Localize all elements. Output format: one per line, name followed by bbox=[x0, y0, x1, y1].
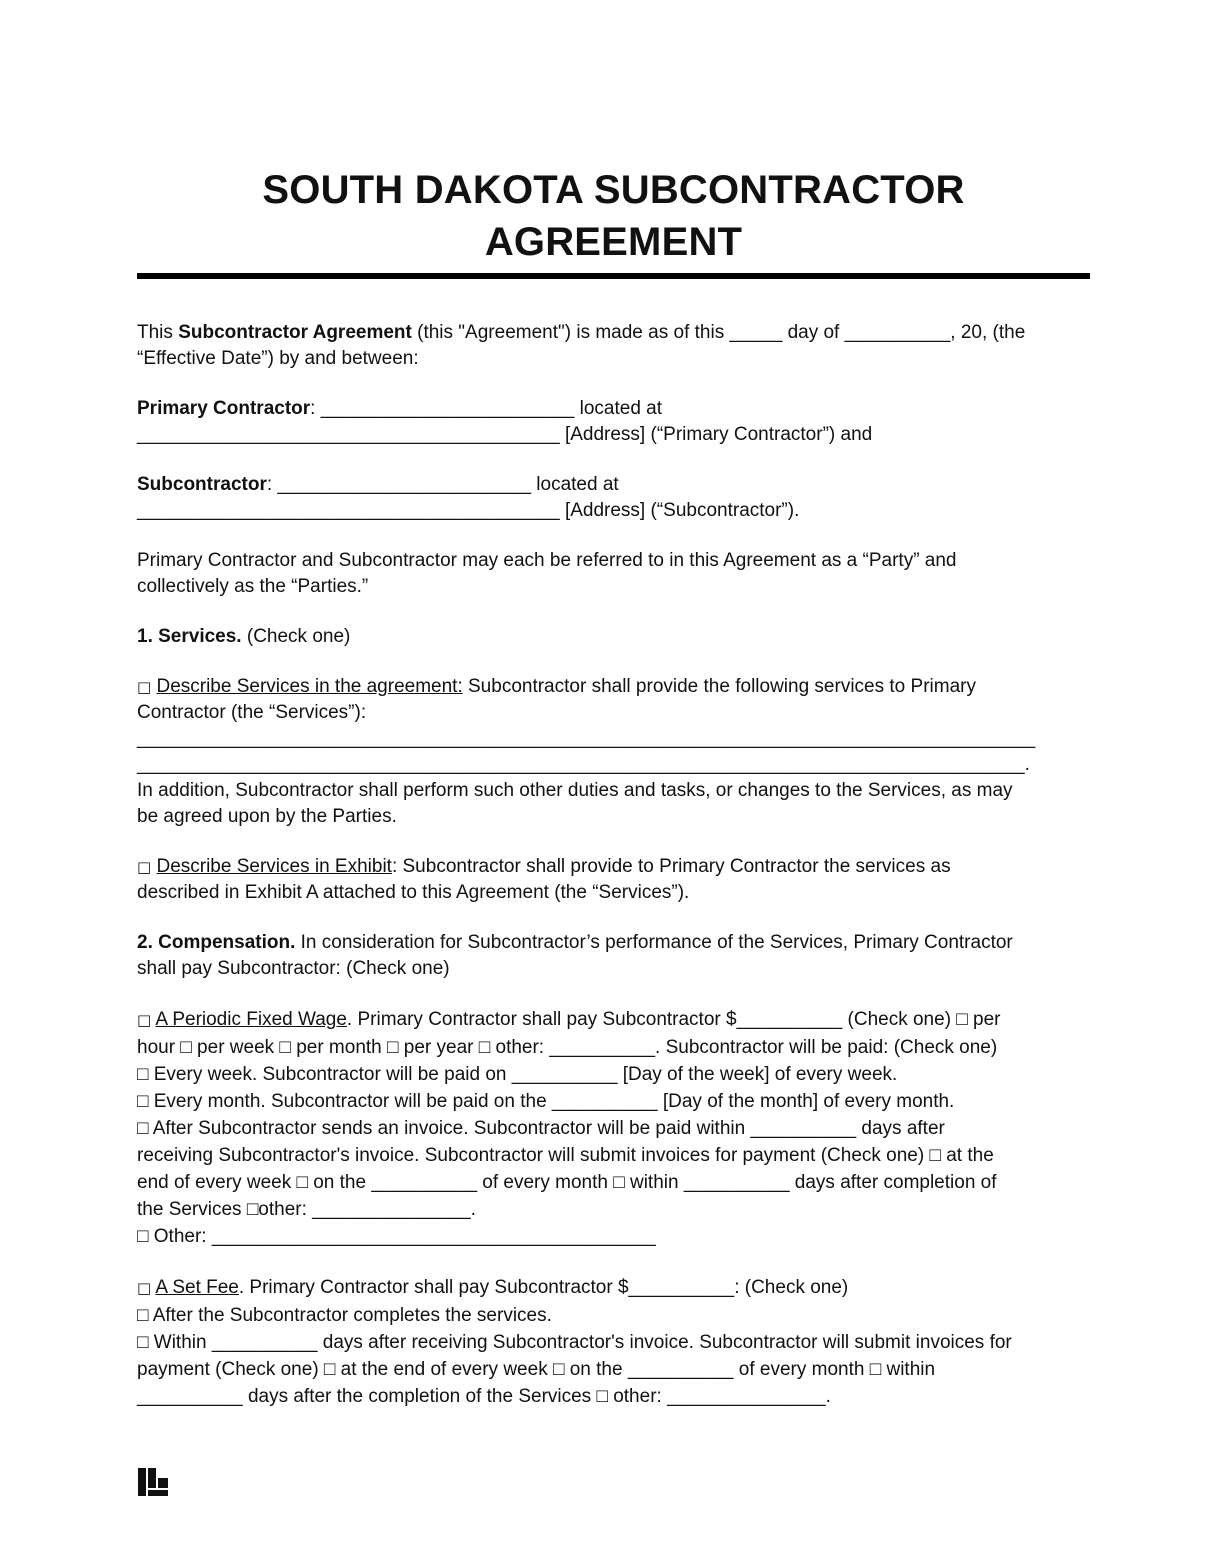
services-blank-line-2: ____________________________________________________________________________________. bbox=[137, 754, 1030, 775]
title-line-2: AGREEMENT bbox=[484, 220, 743, 264]
primary-contractor-paragraph: Primary Contractor: ________________________ located at ________________________________________ [Address] (“Primary Contractor”) and bbox=[137, 398, 873, 445]
intro-paragraph: This Subcontractor Agreement (this "Agreement") is made as of this _____ day of __________, 20, (the “Effective Date”) by and between: bbox=[137, 322, 1026, 369]
compensation-periodic-wage: □ A Periodic Fixed Wage. Primary Contractor shall pay Subcontractor $__________ (Check one) □ per hour □ per week □ per month □ per year □ other: __________. Subcontractor will be paid: (Check one) □ Every week. Subcontractor will be paid on __________ [Day of the week] of every week. □ Every month. Subcontractor will be paid on the __________ [Day of the month] of every month. □ After Subcontractor sends an invoice. Subcontractor will be paid within __________ days after receiving Subcontractor's invoice. Subcontractor will submit invoices for payment (Check one) □ at the end of every week □ on the __________ of every month □ within __________ days after completion of the Services □other: _______________. □ Other: __________________________________________ bbox=[137, 1009, 1001, 1247]
services-option-agreement: □ Describe Services in the agreement: Subcontractor shall provide the following services to Primary Contractor (the “Services”): _____________________________________________________________________________________ ____________________________________________________________________________________. In addition, Subcontractor shall perform such other duties and tasks, or changes to the Services, as may be agreed upon by the Parties. bbox=[137, 674, 1090, 830]
document-body bbox=[137, 320, 1090, 1410]
legal-document-logo-icon bbox=[137, 1466, 169, 1498]
services-option-exhibit: □ Describe Services in Exhibit: Subcontractor shall provide to Primary Contractor the services as described in Exhibit A attached to this Agreement (the “Services”). bbox=[137, 856, 951, 903]
title-divider bbox=[137, 273, 1090, 279]
services-agreement-link: Describe Services in the agreement: bbox=[156, 676, 463, 697]
checkbox-icon[interactable]: □ bbox=[137, 1279, 152, 1297]
services-blank-line-1: _____________________________________________________________________________________ bbox=[137, 728, 1036, 749]
compensation-heading-paragraph: 2. Compensation. In consideration for Subcontractor’s performance of the Services, Primary Contractor shall pay Subcontractor: (Check one) bbox=[137, 932, 1013, 979]
subcontractor-label: Subcontractor bbox=[137, 474, 267, 495]
set-fee-link: A Set Fee bbox=[155, 1277, 239, 1298]
parties-paragraph: Primary Contractor and Subcontractor may each be referred to in this Agreement as a “Party” and collectively as the “Parties.” bbox=[137, 550, 957, 597]
document-title bbox=[137, 164, 1090, 268]
checkbox-icon[interactable]: □ bbox=[137, 858, 152, 876]
compensation-set-fee: □ A Set Fee. Primary Contractor shall pay Subcontractor $__________: (Check one) □ After the Subcontractor completes the services. □ Within __________ days after receiving Subcontractor's invoice. Subcontractor will submit invoices for payment (Check one) □ at the end of every week □ on the __________ of every month □ within __________ days after the completion of the Services □ other: _______________. bbox=[137, 1277, 1012, 1407]
services-exhibit-link: Describe Services in Exhibit bbox=[156, 856, 392, 877]
checkbox-icon[interactable]: □ bbox=[137, 678, 152, 696]
primary-contractor-label: Primary Contractor bbox=[137, 398, 311, 419]
agreement-name: Subcontractor Agreement bbox=[178, 322, 412, 343]
title-line-1: SOUTH DAKOTA SUBCONTRACTOR bbox=[262, 168, 965, 212]
subcontractor-paragraph: Subcontractor: ________________________ located at ________________________________________ [Address] (“Subcontractor”). bbox=[137, 474, 800, 521]
checkbox-icon[interactable]: □ bbox=[137, 1011, 152, 1029]
services-heading: 1. Services. (Check one) bbox=[137, 626, 351, 647]
periodic-wage-link: A Periodic Fixed Wage bbox=[155, 1009, 347, 1030]
